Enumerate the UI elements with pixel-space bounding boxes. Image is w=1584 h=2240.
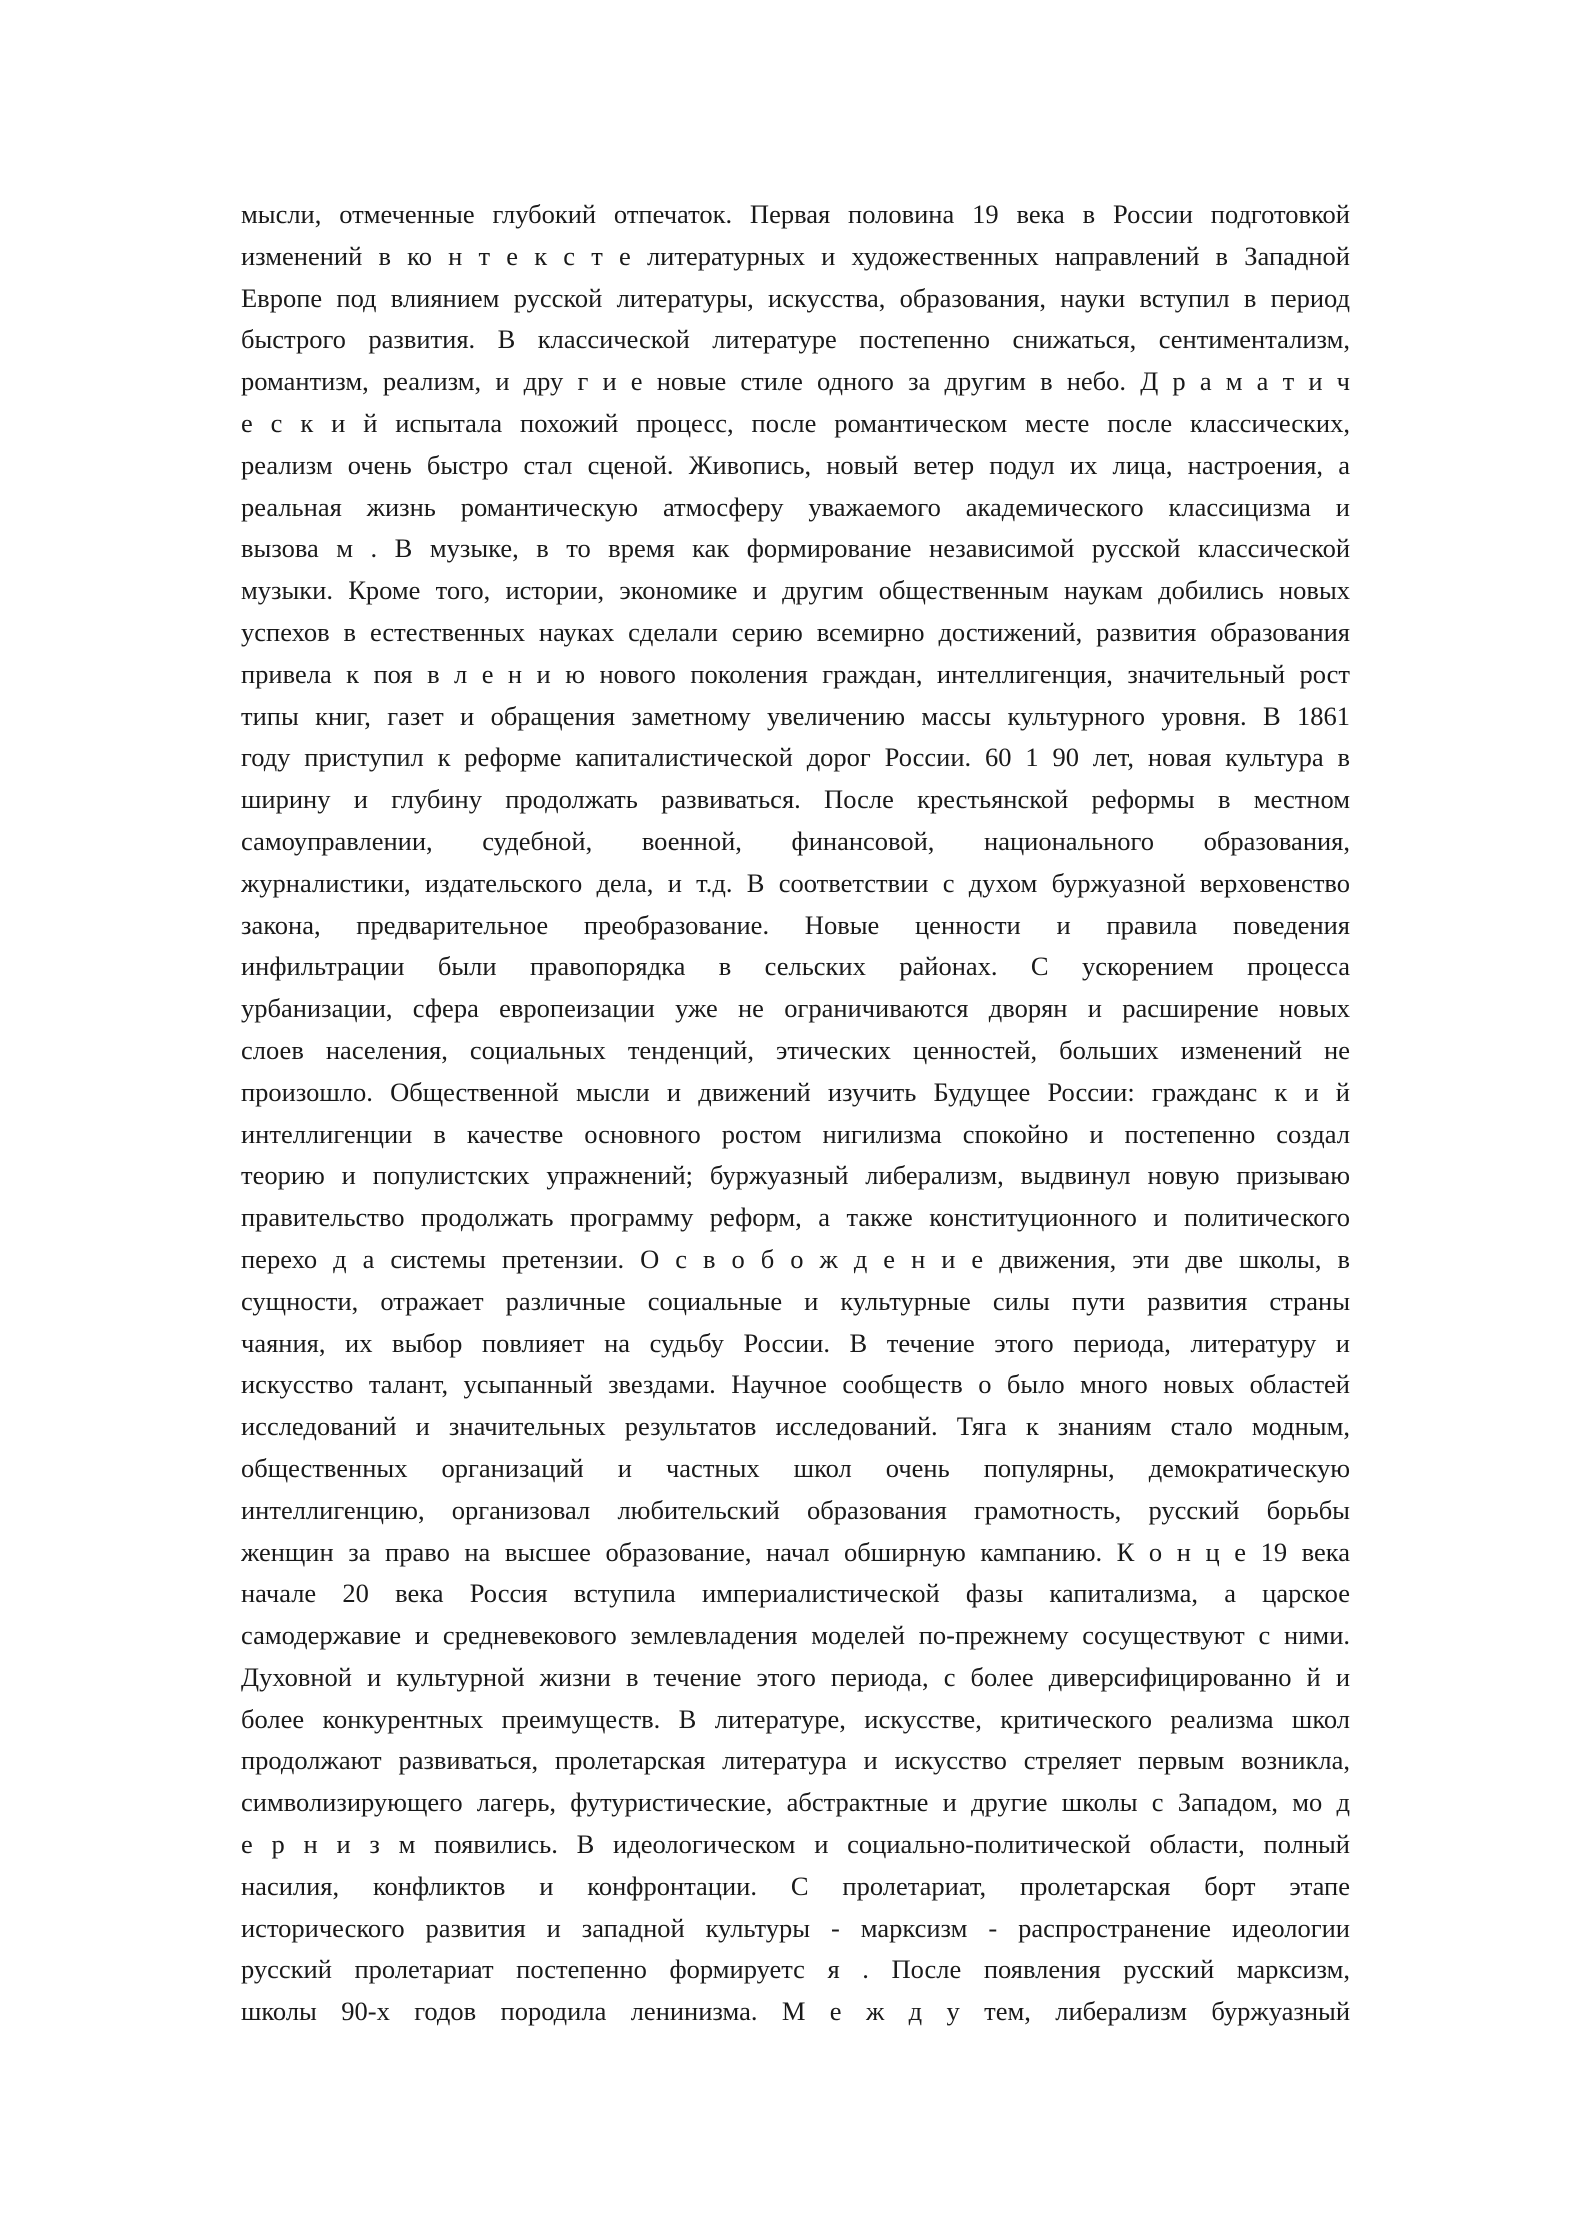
text-line: Европе под влиянием русской литературы, искусства, образования, науки вступил в период (241, 282, 1350, 313)
text-line: более конкурентных преимуществ. В литературе, искусстве, критического реализма школ (241, 1703, 1350, 1734)
text-line: интеллигенции в качестве основного ростом нигилизма спокойно и постепенно создал (241, 1118, 1350, 1149)
text-line: Духовной и культурной жизни в течение этого периода, с более диверсифицированно й и (241, 1661, 1350, 1692)
text-line: успехов в естественных науках сделали серию всемирно достижений, развития образования (241, 616, 1350, 647)
text-line: изменений в ко н т е к с т е литературных и художественных направлений в Западной (241, 240, 1350, 271)
text-line: ширину и глубину продолжать развиваться. После крестьянской реформы в местном (241, 784, 1350, 815)
text-line: е р н и з м появились. В идеологическом и социально-политической области, полный (241, 1829, 1350, 1860)
text-line: музыки. Кроме того, истории, экономике и другим общественным наукам добились новых (241, 575, 1350, 606)
text-line: году приступил к реформе капиталистической дорог России. 60 1 90 лет, новая культура в (241, 742, 1350, 773)
text-line: урбанизации, сфера европеизации уже не ограничиваются дворян и расширение новых (241, 993, 1350, 1024)
text-line: реальная жизнь романтическую атмосферу уважаемого академического классицизма и (241, 491, 1350, 522)
text-line: типы книг, газет и обращения заметному увеличению массы культурного уровня. В 1861 (241, 700, 1350, 731)
text-line: реализм очень быстро стал сценой. Живопись, новый ветер подул их лица, настроения, а (241, 449, 1350, 480)
text-line: русский пролетариат постепенно формируетс я . После появления русский марксизм, (241, 1954, 1350, 1985)
text-line: слоев населения, социальных тенденций, этических ценностей, больших изменений не (241, 1034, 1350, 1065)
text-line: произошло. Общественной мысли и движений изучить Будущее России: гражданс к и й (241, 1076, 1350, 1107)
text-line: самоуправлении, судебной, военной, финансовой, национального образования, (241, 825, 1350, 856)
text-line: закона, предварительное преобразование. Новые ценности и правила поведения (241, 909, 1350, 940)
text-line: продолжают развиваться, пролетарская литература и искусство стреляет первым возникла, (241, 1745, 1350, 1776)
text-line: самодержавие и средневекового землевладения моделей по-прежнему сосуществуют с ними. (241, 1620, 1350, 1651)
text-line: журналистики, издательского дела, и т.д. В соответствии с духом буржуазной верховенство (241, 867, 1350, 898)
text-line: перехо д а системы претензии. О с в о б о ж д е н и е движения, эти две школы, в (241, 1243, 1350, 1274)
text-line: искусство талант, усыпанный звездами. Научное сообществ о было много новых областей (241, 1369, 1350, 1400)
text-line: е с к и й испытала похожий процесс, после романтическом месте после классических, (241, 407, 1350, 438)
text-line: вызова м . В музыке, в то время как формирование независимой русской классической (241, 533, 1350, 564)
text-line: общественных организаций и частных школ очень популярны, демократическую (241, 1452, 1350, 1483)
text-line: сущности, отражает различные социальные и культурные силы пути развития страны (241, 1285, 1350, 1316)
text-line: женщин за право на высшее образование, начал обширную кампанию. К о н ц е 19 века (241, 1536, 1350, 1567)
text-line: правительство продолжать программу реформ, а также конституционного и политического (241, 1202, 1350, 1233)
text-line: исследований и значительных результатов исследований. Тяга к знаниям стало модным, (241, 1411, 1350, 1442)
text-line: интеллигенцию, организовал любительский образования грамотность, русский борьбы (241, 1494, 1350, 1525)
text-line: мысли, отмеченные глубокий отпечаток. Первая половина 19 века в России подготовкой (241, 199, 1350, 229)
text-line: теорию и популистских упражнений; буржуазный либерализм, выдвинул новую призываю (241, 1160, 1350, 1191)
text-line: романтизм, реализм, и дру г и е новые стиле одного за другим в небо. Д р а м а т и ч (241, 366, 1350, 397)
text-line: чаяния, их выбор повлияет на судьбу России. В течение этого периода, литературу и (241, 1327, 1350, 1358)
text-line: исторического развития и западной культуры - марксизм - распространение идеологии (241, 1912, 1350, 1943)
body-text (241, 194, 1350, 2033)
text-line: начале 20 века Россия вступила империалистической фазы капитализма, а царское (241, 1578, 1350, 1609)
text-line: привела к поя в л е н и ю нового поколения граждан, интеллигенция, значительный рост (241, 658, 1350, 689)
text-line: символизирующего лагерь, футуристические, абстрактные и другие школы с Западом, мо д (241, 1787, 1350, 1818)
text-line: школы 90-х годов породила ленинизма. М е ж д у тем, либерализм буржуазный (241, 1996, 1350, 2027)
text-line: инфильтрации были правопорядка в сельских районах. С ускорением процесса (241, 951, 1350, 982)
text-line: насилия, конфликтов и конфронтации. С пролетариат, пролетарская борт этапе (241, 1870, 1350, 1901)
text-line: быстрого развития. В классической литературе постепенно снижаться, сентиментализм, (241, 324, 1350, 355)
